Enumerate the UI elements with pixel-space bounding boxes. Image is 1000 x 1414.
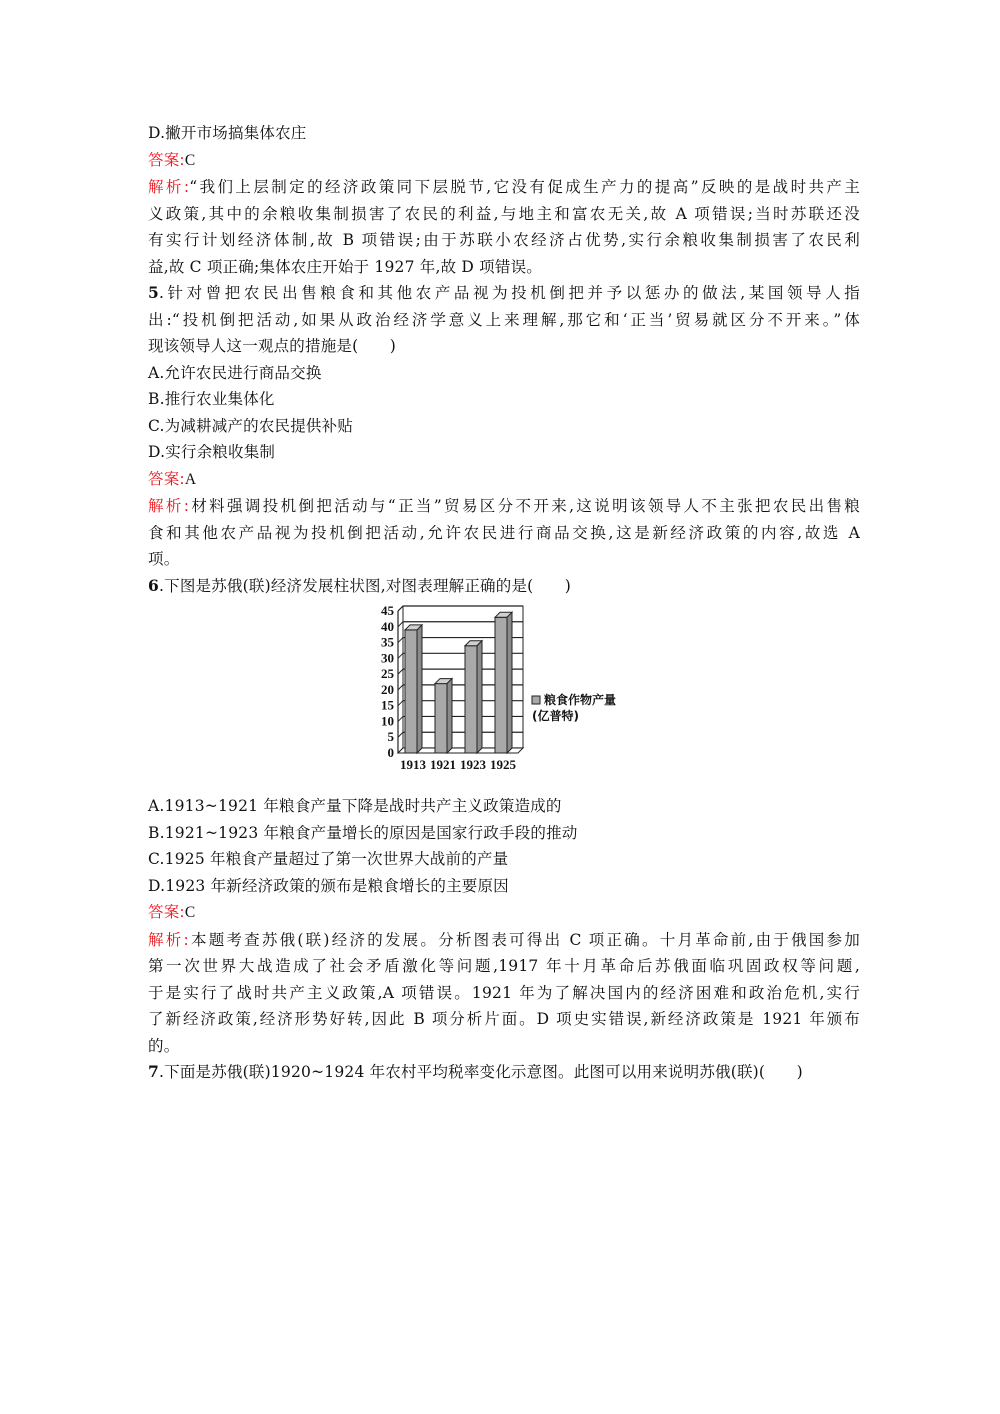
answer-label: 答案:	[148, 903, 185, 921]
bar-1921	[435, 684, 447, 753]
question-number: 7	[148, 1062, 159, 1081]
analysis-label: 解析:	[148, 497, 190, 515]
answer-value: C	[184, 904, 196, 921]
document-page	[148, 120, 860, 1086]
bar-1923	[465, 646, 477, 753]
x-tick-label: 1925	[490, 757, 516, 772]
bar-1913	[405, 630, 417, 753]
q4-answer	[148, 147, 860, 175]
q6-analysis-line: 于是实行了战时共产主义政策,A 项错误。1921 年为了解决国内的经济困难和政治危机,实行	[148, 983, 860, 1002]
answer-label: 答案:	[148, 150, 185, 169]
q5-stem-line: 出:“投机倒把活动,如果从政治经济学意义上来理解,那它和‘正当’贸易就区分不开来。”体	[148, 310, 860, 329]
grain-output-chart	[148, 603, 860, 789]
q4-option-d: D.撇开市场搞集体农庄	[148, 124, 307, 142]
q7-stem	[148, 1059, 860, 1086]
q6-option-d: D.1923 年新经济政策的颁布是粮食增长的主要原因	[148, 876, 509, 895]
q4-analysis-line: 益,故 C 项正确;集体农庄开始于 1927 年,故 D 项错误。	[148, 257, 542, 276]
answer-value: C	[184, 151, 196, 169]
legend-swatch	[532, 696, 540, 704]
q6-analysis-line: 了新经济政策,经济形势好转,因此 B 项分析片面。D 项史实错误,新经济政策是 1921 年颁布	[148, 1010, 860, 1028]
q7-stem-text: .下面是苏俄(联)1920~1924 年农村平均税率变化示意图。此图可以用来说明苏俄(联)( )	[159, 1063, 803, 1081]
q6-stem	[148, 573, 860, 600]
y-tick-label: 45	[381, 603, 394, 618]
analysis-text: “我们上层制定的经济政策同下层脱节,它没有促成生产力的提高”反映的是战时共产主	[189, 178, 861, 196]
legend-label: 粮食作物产量	[544, 693, 617, 707]
x-tick-label: 1913	[400, 757, 426, 772]
bar-1925	[495, 617, 507, 753]
y-tick-label: 5	[387, 729, 394, 745]
q6-option-c: C.1925 年粮食产量超过了第一次世界大战前的产量	[148, 850, 509, 868]
bar-chart-svg	[360, 603, 650, 789]
q5-analysis-line	[148, 493, 860, 520]
q6-analysis-line	[148, 927, 860, 954]
x-tick-label: 1921	[430, 757, 456, 772]
q6-analysis-line: 的。	[148, 1036, 180, 1055]
y-tick-label: 10	[381, 713, 394, 729]
y-tick-label: 35	[381, 634, 394, 650]
analysis-label: 解析:	[148, 178, 190, 196]
question-number: 5	[148, 283, 159, 302]
q6-option-b: B.1921~1923 年粮食产量增长的原因是国家行政手段的推动	[148, 823, 578, 842]
y-tick-label: 40	[381, 618, 394, 634]
question-number: 6	[148, 575, 159, 595]
y-tick-label: 15	[381, 697, 394, 713]
q5-answer	[148, 466, 860, 494]
analysis-text: 材料强调投机倒把活动与“正当”贸易区分不开来,这说明该领导人不主张把农民出售粮	[189, 497, 861, 515]
q5-option-c: C.为减耕减产的农民提供补贴	[148, 416, 354, 435]
answer-label: 答案:	[148, 469, 185, 488]
q5-analysis-line: 食和其他农产品视为投机倒把活动,允许农民进行商品交换,这是新经济政策的内容,故选 A	[148, 523, 860, 542]
analysis-text: 本题考查苏俄(联)经济的发展。分析图表可得出 C 项正确。十月革命前,由于俄国参加	[188, 930, 860, 949]
q6-option-a: A.1913~1921 年粮食产量下降是战时共产主义政策造成的	[148, 797, 562, 815]
answer-value: A	[184, 470, 197, 488]
q4-analysis-line: 义政策,其中的余粮收集制损害了农民的利益,与地主和富农无关,故 A 项错误;当时苏联还没	[148, 204, 860, 223]
q5-stem-text: .针对曾把农民出售粮食和其他农产品视为投机倒把并予以惩办的做法,某国领导人指	[159, 284, 860, 302]
y-tick-label: 20	[381, 681, 394, 697]
q5-option-a: A.允许农民进行商品交换	[148, 363, 322, 382]
q6-analysis-line: 第一次世界大战造成了社会矛盾激化等问题,1917 年十月革命后苏俄面临巩固政权等问题,	[148, 957, 860, 975]
y-tick-label: 0	[387, 745, 394, 760]
q5-analysis-line: 项。	[148, 550, 180, 568]
q6-stem-text: .下图是苏俄(联)经济发展柱状图,对图表理解正确的是( )	[159, 576, 572, 595]
x-tick-label: 1923	[460, 757, 486, 772]
q4-analysis-line: 有实行计划经济体制,故 B 项错误;由于苏联小农经济占优势,实行余粮收集制损害了农民利	[148, 231, 860, 249]
y-tick-label: 25	[381, 666, 394, 682]
q6-answer	[148, 899, 860, 927]
analysis-label: 解析:	[148, 930, 189, 949]
q4-analysis-line	[148, 174, 860, 201]
legend-unit: (亿普特)	[532, 709, 579, 723]
q5-stem-line: 现该领导人这一观点的措施是( )	[148, 337, 396, 355]
q5-option-b: B.推行农业集体化	[148, 390, 275, 408]
y-tick-label: 30	[381, 650, 394, 666]
q5-stem-line	[148, 280, 860, 307]
q5-option-d: D.实行余粮收集制	[148, 443, 276, 461]
